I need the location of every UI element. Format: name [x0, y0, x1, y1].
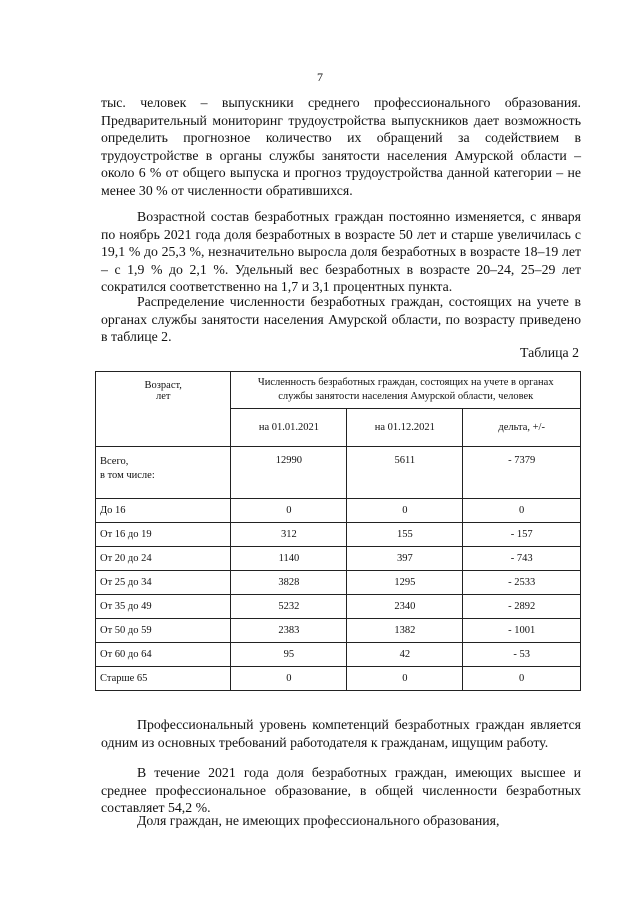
- row-category: Старше 65: [96, 667, 231, 691]
- cell-jan: 0: [231, 499, 347, 523]
- cell-jan: 312: [231, 523, 347, 547]
- row-category: Всего, в том числе:: [96, 447, 231, 499]
- header-col-delta: дельта, +/-: [463, 409, 581, 447]
- cell-dec: 1382: [347, 619, 463, 643]
- row-category: От 35 до 49: [96, 595, 231, 619]
- cell-dec: 0: [347, 499, 463, 523]
- table-row: [96, 595, 581, 619]
- cell-delta: 0: [463, 667, 581, 691]
- cell-dec: 2340: [347, 595, 463, 619]
- cell-dec: 155: [347, 523, 463, 547]
- cell-jan: 3828: [231, 571, 347, 595]
- cell-delta: - 157: [463, 523, 581, 547]
- row-category: От 60 до 64: [96, 643, 231, 667]
- cell-delta: - 7379: [463, 447, 581, 499]
- paragraph-education-share: В течение 2021 года доля безработных граждан, имеющих высшее и среднее профессиональное образование, в общей численности безработных составляет 54,2 %.: [101, 765, 581, 816]
- page-number: 7: [317, 70, 323, 84]
- table-row: [96, 499, 581, 523]
- header-col-jan: на 01.01.2021: [231, 409, 347, 447]
- cell-delta: - 1001: [463, 619, 581, 643]
- table-header-row: [96, 372, 581, 409]
- table-row: [96, 619, 581, 643]
- row-category: От 20 до 24: [96, 547, 231, 571]
- paragraph-no-education: Доля граждан, не имеющих профессионального образования,: [137, 813, 500, 828]
- cell-delta: - 53: [463, 643, 581, 667]
- cell-dec: 0: [347, 667, 463, 691]
- header-unemployed-count: Численность безработных граждан, состоящих на учете в органах службы занятости населения Амурской области, человек: [231, 372, 581, 409]
- cell-delta: - 2892: [463, 595, 581, 619]
- table-row-total: [96, 447, 581, 499]
- cell-jan: 95: [231, 643, 347, 667]
- header-col-dec: на 01.12.2021: [347, 409, 463, 447]
- cell-jan: 1140: [231, 547, 347, 571]
- table-caption: Таблица 2: [519, 345, 579, 360]
- row-category: До 16: [96, 499, 231, 523]
- header-age: Возраст, лет: [96, 372, 231, 447]
- table-row: [96, 547, 581, 571]
- cell-jan: 0: [231, 667, 347, 691]
- paragraph-distribution: Распределение численности безработных граждан, состоящих на учете в органах службы занятости населения Амурской области, по возрасту приведено в таблице 2.: [101, 294, 581, 345]
- row-category: От 25 до 34: [96, 571, 231, 595]
- table-row: [96, 667, 581, 691]
- row-category: От 16 до 19: [96, 523, 231, 547]
- table-row: [96, 643, 581, 667]
- table-row: [96, 571, 581, 595]
- cell-delta: - 2533: [463, 571, 581, 595]
- cell-dec: 5611: [347, 447, 463, 499]
- cell-dec: 42: [347, 643, 463, 667]
- unemployment-age-table: [95, 371, 581, 691]
- cell-delta: 0: [463, 499, 581, 523]
- cell-jan: 2383: [231, 619, 347, 643]
- paragraph-graduates: тыс. человек – выпускники среднего профессионального образования. Предварительный мониторинг трудоустройства выпускников дает возможность определить прогнозное количество их обращений за содействием в трудоустройстве в органы службы занятости населения Амурской области – около 6 % от общего выпуска и прогноз трудоустройства данной категории – не менее 30 % от численности обратившихся.: [101, 95, 581, 198]
- cell-jan: 5232: [231, 595, 347, 619]
- row-category: От 50 до 59: [96, 619, 231, 643]
- cell-delta: - 743: [463, 547, 581, 571]
- cell-jan: 12990: [231, 447, 347, 499]
- paragraph-age-structure: Возрастной состав безработных граждан постоянно изменяется, с января по ноябрь 2021 года доля безработных в возрасте 50 лет и старше увеличилась с 19,1 % до 25,3 %, незначительно выросла доля безработных в возрасте 18–19 лет – с 1,9 % до 2,1 %. Удельный вес безработных в возрасте 20–24, 25–29 лет сократился соответственно на 1,7 и 3,1 процентных пункта.: [101, 209, 581, 295]
- table-row: [96, 523, 581, 547]
- cell-dec: 1295: [347, 571, 463, 595]
- cell-dec: 397: [347, 547, 463, 571]
- paragraph-competence: Профессиональный уровень компетенций безработных граждан является одним из основных требований работодателя к гражданам, ищущим работу.: [101, 717, 581, 750]
